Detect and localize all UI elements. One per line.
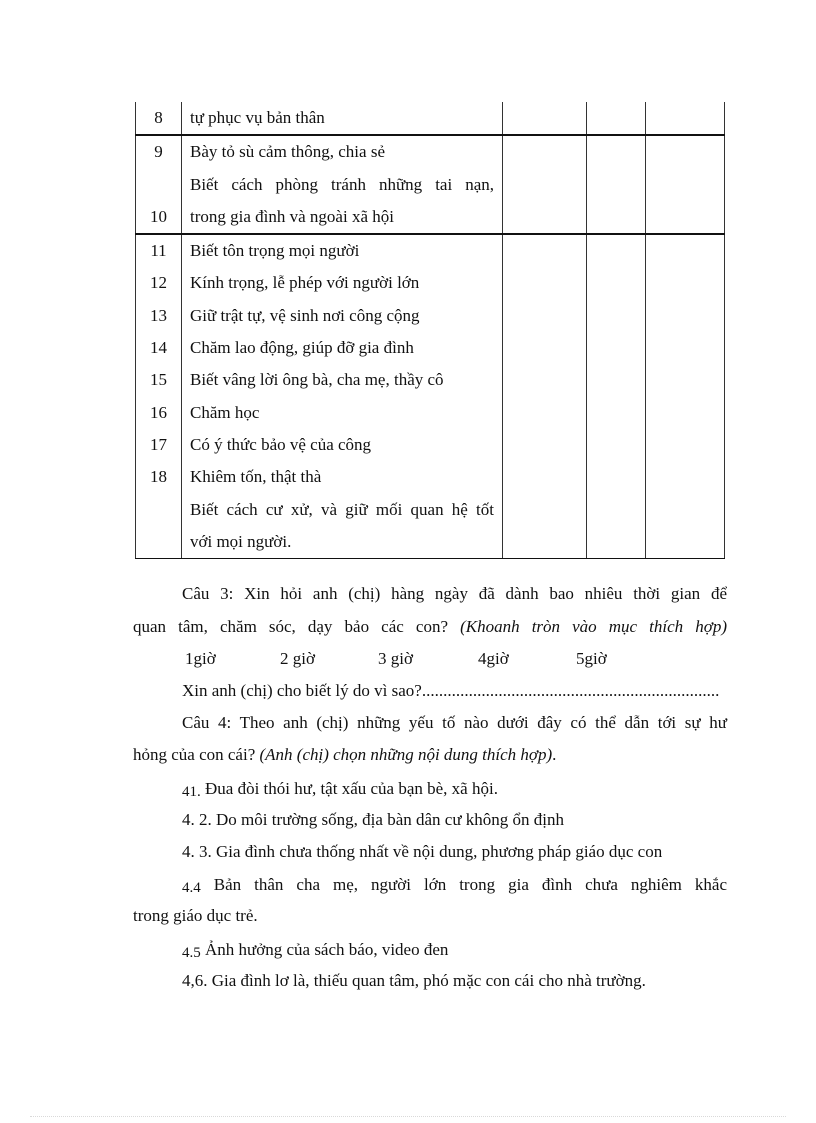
row-text: tự phục vụ bản thân	[190, 108, 325, 127]
question-3-cont	[133, 611, 727, 643]
row-number	[136, 526, 181, 558]
row-number: 8	[154, 108, 163, 127]
row-text: Giữ trật tự, vệ sinh nơi công cộng	[190, 305, 420, 325]
answer-4-3[interactable]: 4. 3. Gia đình chưa thống nhất về nội dung, phương pháp giáo dục con	[182, 842, 663, 861]
row-number: 15	[150, 370, 167, 390]
option-5-hours[interactable]: 5giờ	[576, 649, 607, 668]
row-text: với mọi người.	[190, 531, 292, 551]
row-number: 17	[150, 434, 167, 454]
option-4-hours[interactable]: 4giờ	[478, 649, 509, 668]
answer-4-4-text: Bản thân cha mẹ, người lớn trong gia đình chưa nghiêm khắc	[213, 875, 728, 894]
rating-cell	[503, 102, 587, 135]
answer-4-5-text: Ảnh hưởng của sách báo, video đen	[205, 940, 449, 959]
answer-4-1[interactable]	[133, 773, 727, 808]
row-text: Chăm học	[190, 402, 260, 422]
row-number	[136, 169, 181, 201]
row-text: Chăm lao động, giúp đỡ gia đình	[190, 338, 414, 358]
row-number: 13	[150, 305, 167, 325]
row-text: Biết cách cư xử, và giữ mối quan hệ tốt	[190, 499, 494, 519]
answer-4-1-label: 41.	[182, 784, 201, 800]
rating-cell	[646, 234, 725, 558]
row-number: 9	[154, 142, 163, 162]
answer-4-4[interactable]	[133, 869, 727, 904]
row-number: 14	[150, 338, 167, 358]
option-1-hour[interactable]: 1giờ	[185, 649, 216, 668]
row-text-cell	[182, 102, 503, 135]
row-number	[136, 494, 181, 526]
page-bottom-divider	[30, 1116, 786, 1117]
question-4-text: hỏng của con cái?	[133, 745, 256, 764]
question-3-text: quan tâm, chăm sóc, dạy bảo các con?	[133, 617, 448, 636]
answer-4-5[interactable]	[133, 934, 727, 969]
answer-4-1-text: Đua đòi thói hư, tật xấu của bạn bè, xã hội.	[205, 779, 498, 798]
row-text: Khiêm tốn, thật thà	[190, 467, 322, 487]
row-number: 11	[150, 241, 167, 261]
row-text: Biết tôn trọng mọi người	[190, 241, 360, 261]
row-number-cell	[136, 234, 182, 558]
row-text: Bày tỏ sù cảm thông, chia sẻ	[190, 142, 385, 162]
question-4-instruction: (Anh (chị) chọn những nội dung thích hợp)	[259, 745, 553, 764]
option-2-hours[interactable]: 2 giờ	[280, 649, 315, 668]
question-4: Câu 4: Theo anh (chị) những yếu tố nào dưới đây có thể dẫn tới sự hư	[182, 713, 727, 732]
answer-4-4-label: 4.4	[182, 880, 201, 896]
row-text: trong gia đình và ngoài xã hội	[190, 206, 394, 226]
rating-cell	[587, 102, 646, 135]
answer-4-6[interactable]: 4,6. Gia đình lơ là, thiếu quan tâm, phó mặc con cái cho nhà trường.	[182, 971, 646, 990]
rating-cell	[646, 102, 725, 135]
rating-cell	[503, 135, 587, 234]
row-number: 16	[150, 402, 167, 422]
row-number-cell	[136, 102, 182, 135]
row-text: Biết cách phòng tránh những tai nạn,	[190, 174, 494, 194]
behavior-table	[135, 102, 725, 559]
answer-4-2[interactable]: 4. 2. Do môi trường sống, địa bàn dân cư không ổn định	[182, 810, 565, 829]
row-text: Có ý thức bảo vệ của công	[190, 434, 372, 454]
row-text: Biết vâng lời ông bà, cha mẹ, thầy cô	[190, 370, 444, 390]
rating-cell	[587, 234, 646, 558]
rating-cell	[587, 135, 646, 234]
option-3-hours[interactable]: 3 giờ	[378, 649, 413, 668]
table-row	[136, 102, 725, 135]
table-row	[136, 234, 725, 558]
question-3-reason: Xin anh (chị) cho biết lý do vì sao?......................................................................	[182, 681, 720, 700]
answer-4-4-cont: trong giáo dục trẻ.	[133, 906, 258, 925]
question-4-cont	[133, 739, 727, 771]
row-text-cell	[182, 135, 503, 234]
rating-cell	[503, 234, 587, 558]
row-text: Kính trọng, lễ phép với người lớn	[190, 273, 420, 293]
row-number-cell	[136, 135, 182, 234]
rating-cell	[646, 135, 725, 234]
row-text-cell	[182, 234, 503, 558]
question-4-period: .	[552, 745, 557, 764]
row-number: 10	[150, 206, 167, 226]
answer-4-5-label: 4.5	[182, 945, 201, 961]
question-3-instruction: (Khoanh tròn vào mục thích hợp)	[460, 617, 727, 636]
question-3: Câu 3: Xin hỏi anh (chị) hàng ngày đã dành bao nhiêu thời gian để	[182, 584, 727, 603]
row-number: 12	[150, 273, 167, 293]
row-number: 18	[150, 467, 167, 487]
table-row	[136, 135, 725, 234]
